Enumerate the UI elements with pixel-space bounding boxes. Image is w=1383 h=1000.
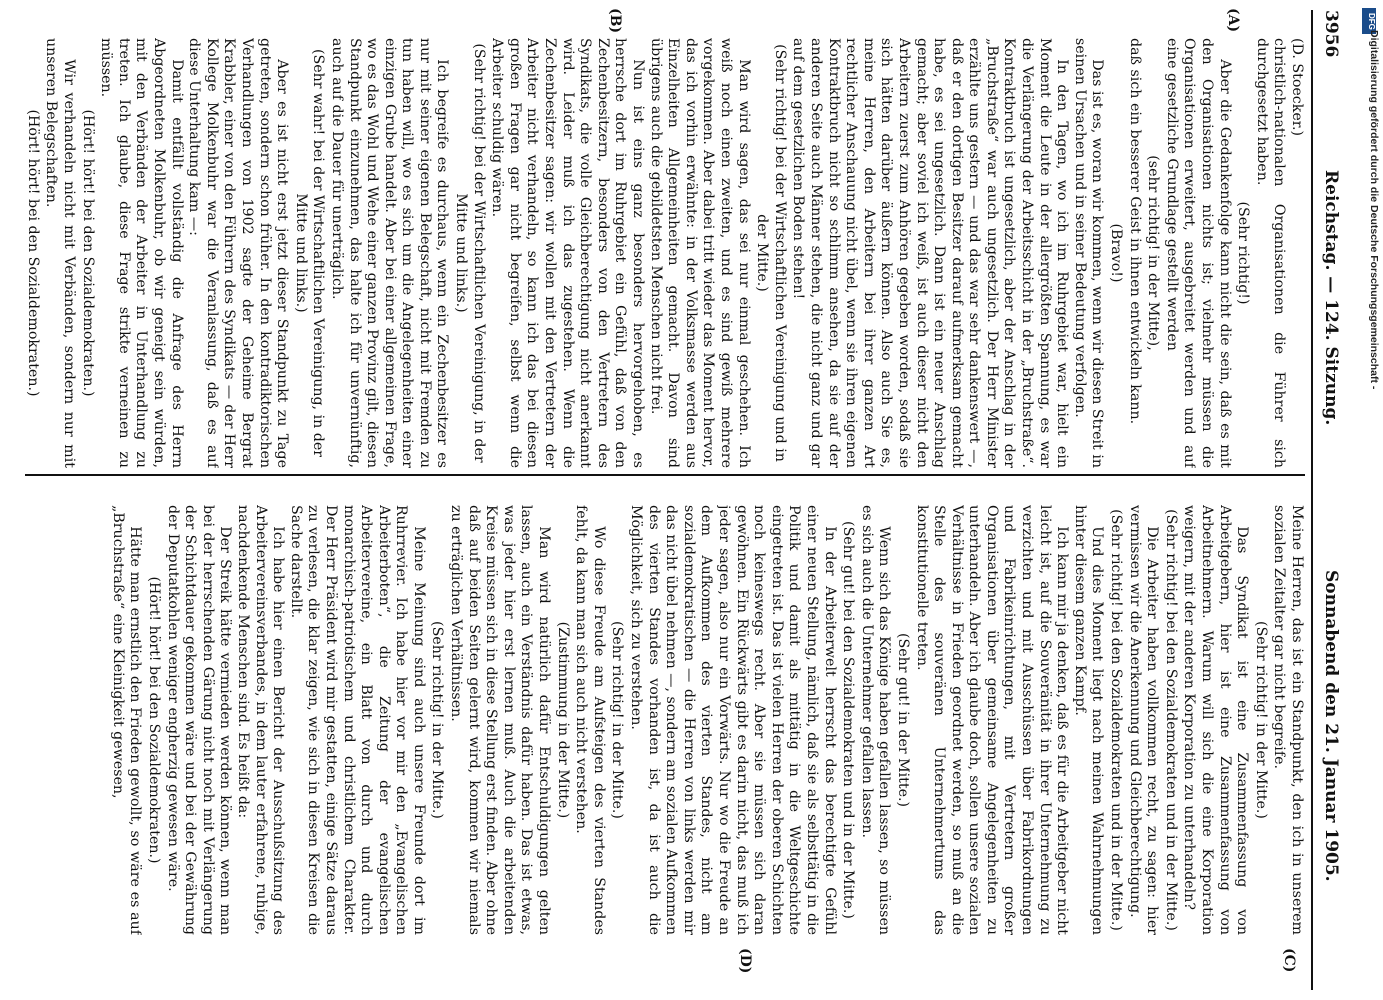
dfg-logo: DFG: [1362, 8, 1376, 34]
margin-marker-a: (A): [1225, 8, 1241, 33]
paragraph: Und dies Moment liegt nach meinen Wahrnehmungen hinter diesem ganzen Kampf.: [1071, 505, 1106, 935]
paragraph: Wir verhandeln nicht mit Verbänden, sondern nur mit unseren Belegschaften.: [43, 38, 78, 468]
paragraph: Nun ist eins ganz besonders hervorgehoben, es herrsche dort im Ruhrgebiet ein Gefühl, daß von den Zechenbesitzern, besonders von den Vertretern des Syndikats, die volle Gleichberechtigung nicht anerkannt wird. Leider muß ich das zugestehen. Wenn die Zechenbesitzer sagen: wir wollen mit den Vertretern der Arbeiter nicht verhandeln, so kann ich das bei diesen großen Fragen gar nicht begreifen, selbst wenn die Arbeiter schuldig wären.: [489, 38, 647, 468]
interjection: (Sehr richtig! in der Mitte.): [429, 621, 446, 819]
paragraph: christlich-nationalen Organisationen die Führer sich durchgesetzt haben.: [1253, 38, 1288, 468]
interjection: (Sehr gut! in der Mitte.): [894, 632, 911, 808]
interjection: (Sehr richtig! bei den Sozialdemokraten und in der Mitte.): [1108, 509, 1125, 931]
session-date: Sonnabend den 21. Januar 1905.: [1321, 570, 1341, 882]
paragraph: Aber die Gedankenfolge kann nicht die sein, daß es mit den Organisationen nichts ist; vielmehr müssen die Organisationen erweitert, ausgebreitet werden und auf eine gesetzliche Grundlage gestellt werden: [1163, 38, 1233, 468]
session-title: Reichstag. — 124. Sitzung.: [1321, 170, 1341, 426]
paragraph: Ich habe hier einen Bericht der Ausschußsitzung des Arbeitervereinsverbandes, in dem lauter erfahrene, ruhige, nachdenkende Menschen sind. Es heißt da:: [234, 505, 287, 935]
column-divider: [25, 474, 1305, 476]
interjection: (Hört! hört! bei den Sozialdemokraten.): [24, 109, 41, 397]
paragraph: Das Syndikat ist eine Zusammenfassung von Arbeitgebern, hier ist eine Zusammenfassung von Arbeitnehmern. Warum will sich die eine Korporation weigern, mit der anderen Korporation zu unterhandeln?: [1181, 505, 1251, 935]
interjection: (Sehr richtig! in der Mitte.): [1252, 621, 1269, 819]
paragraph: Ich begreife es durchaus, wenn ein Zechenbesitzer es nur mit seiner eigenen Belegschaft, nicht mit Fremden zu tun haben will, wo es sich um die Angelegenheiten einer einzigen Grube handelt. Aber bei einer allgemeinen Frage, wo es das Wohl und Wehe einer ganzen Provinz gilt, diesen Standpunkt einzunehmen, das halte ich für unvernünftig, auch auf die Dauer für unerträglich.: [328, 38, 451, 468]
interjection: (Sehr richtig! bei der Wirtschaftlichen Vereinigung, in der Mitte und links.): [453, 43, 487, 463]
page-number: 3956: [1321, 10, 1341, 58]
interjection: (Hört! hört! bei den Sozialdemokraten.): [79, 109, 96, 397]
paragraph: Die Arbeiter haben vollkommen recht, zu sagen: hier vermissen wir die Anerkennung und Gleichberechtigung.: [1126, 505, 1161, 935]
paragraph: Man wird sagen, das sei nur einmal geschehen. Ich weiß noch einen zweiten, und es sind gewiß mehrere vorgekommen. Aber dabei tritt wieder das Moment hervor, das ich vorhin erwähnte: in der Volksmasse werden aus Einzelheiten Allgemeinheiten gemacht. Davon sind übrigens auch die gebildetsten Menschen nicht frei.: [647, 38, 752, 468]
digitization-credit: Digitalisierung gefördert durch die Deutsche Forschungsgemeinschaft -: [1368, 30, 1380, 390]
paragraph: Meine Herren, das ist ein Standpunkt, den ich in unserem sozialen Zeitalter gar nicht begreife.: [1271, 505, 1305, 935]
running-header: [1313, 10, 1347, 990]
header-rule: [1311, 10, 1313, 990]
paragraph: Meine Meinung sind auch unsere Freunde dort im Ruhrrevier. Ich habe hier vor mir den „Evangelischen Arbeiterboten“, die Zeitung der evangelischen Arbeitervereine, ein Blatt von durch und durch monarchisch-patriotischem und christlichem Charakter. Der Herr Präsident wird mir gestatten, einige Sätze daraus zu verlesen, die klar zeigen, wie sich in diesen Kreisen die Sache darstellt.: [287, 505, 427, 935]
margin-marker-d: (D): [737, 948, 753, 974]
interjection: (Sehr gut! bei den Sozialdemokraten und in der Mitte.): [840, 521, 857, 919]
interjection: (Sehr richtig! in der Mitte.): [609, 621, 626, 819]
left-text-column: [15, 38, 1305, 468]
paragraph: (D. Stoecker.): [1289, 38, 1305, 136]
interjection: (Hört! hört! bei den Sozialdemokraten.): [146, 576, 162, 864]
paragraph: Wo diese Freude am Aufsteigen des vierten Standes fehlt, da kann man sich auch nicht verstehen.: [573, 505, 607, 935]
paragraph: Hätte man ernstlich den Frieden gewollt, so wäre es auf „Bruchstraße“ eine Kleinigkeit gewesen,: [109, 505, 144, 935]
paragraph: In den Tagen, wo ich im Ruhrgebiet war, hielt ein Moment die Leute in der allergrößten Spannung, es war die Verlängerung der Arbeitsschicht in der „Bruchstraße“. Kontraktbruch ist ungesetzlich, aber der Anschlag in der „Bruchstraße“ war auch ungesetzlich. Der Herr Minister erzählte uns gestern — und das war sehr dankenswert —, daß er den dortigen Besitzer darauf aufmerksam gemacht habe, es sei ungesetzlich. Dann ist ein neuer Anschlag gemacht; aber soviel ich weiß, ist auch dieser nicht den Arbeitern zuerst zum Anhören gegeben worden, sodaß sie sich hätten darüber äußern können. Also auch Sie es, meine Herren, den Arbeitern bei ihrer ganzen Art rechtlicher Anschauung nicht übel, wenn sie ihren eigenen Kontraktbruch nicht so schlimm ansehen, da sie auf der anderen Seite auch Männer stehen, die nicht ganz und gar auf dem gesetzlichen Boden stehen!: [790, 38, 1071, 468]
paragraph: In der Arbeiterwelt herrscht das berechtigte Gefühl einer neuen Stellung, nämlich, daß sie als selbsttätig in die Politik und damit als mittätig in die Weltgeschichte eingetreten ist. Das ist vielen Herren der oberen Schichten noch keineswegs recht. Aber sie müssen sich daran gewöhnen. Ein Rückwärts gibt es darin nicht, das muß ich jeder sagen, also nur ein Vorwärts. Nur wo die Freude an dem Aufkommen des vierten Standes, nicht am sozialdemokratischen — die Herren von links werden mir das nicht übel nehmen —, sondern am sozialen Aufkommen des vierten Standes vorhanden ist, da ist auch die Möglichkeit, sich zu verstehen.: [628, 505, 838, 935]
paragraph: Ich kann mir ja denken, daß es für die Arbeitgeber nicht leicht ist, auf die Souveränität in ihrer Unternehmung zu verzichten und mit Ausschüssen über Fabrikordnungen und Fabrikeinrichtungen, mit Vertretern großer Organisationen über gemeinsame Angelegenheiten zu unterhandeln. Aber ich glaube doch, sollen unsere sozialen Verhältnisse in Frieden geordnet werden, so muß an die Stelle des souveränen Unternehmertums das konstitutionelle treten.: [913, 505, 1071, 935]
right-text-column: [15, 505, 1305, 935]
paragraph: Das ist es, woran wir kommen, wenn wir diesen Streit in seinen Ursachen und in seiner Bedeutung verfolgen.: [1071, 38, 1106, 468]
paragraph: daß sich ein besserer Geist in ihnen entwickeln kann.: [1126, 38, 1143, 425]
paragraph: Der Streik hätte vermieden werden können, wenn man bei der herrschenden Gärung nicht noch mit Verlängerung der Schichtdauer gekommen wäre und bei der Gewährung der Deputatkohlen weniger engherzig gewesen wäre.: [164, 505, 234, 935]
paragraph: Man wird natürlich dafür Entschuldigungen gelten lassen, auch ein Verständnis dafür haben. Das ist etwas, was jeder hier erst lernen muß. Auch die arbeitenden Kreise müssen sich in diese Stellung erst finden. Aber ohne daß auf beiden Seiten gelernt wird, kommen wir niemals zu erträglichen Verhältnissen.: [448, 505, 553, 935]
paragraph: Aber es ist nicht erst jetzt dieser Standpunkt zu Tage getreten, sondern schon früher. In den kontradiktorischen Verhandlungen von 1902 sagte der Geheime Bergrat Krabbler, einer von den Führern des Syndikats — der Herr Kollege Molkenbuhr war die Veranlassung, daß es auf diese Unterhaltung kam —:: [186, 38, 291, 468]
interjection: (sehr richtig! in der Mitte),: [1145, 155, 1162, 351]
interjection: (Zustimmung in der Mitte.): [554, 621, 571, 819]
interjection: (Bravo!): [1108, 223, 1125, 283]
paragraph: Wenn sich das Könige haben gefallen lassen, so müssen es sich auch die Unternehmer gefallen lassen.: [858, 505, 893, 935]
margin-marker-c: (C): [1281, 948, 1297, 973]
margin-marker-b: (B): [607, 8, 623, 34]
interjection: (Sehr richtig! bei den Sozialdemokraten und in der Mitte.): [1162, 509, 1179, 931]
interjection: (Sehr richtig! bei der Wirtschaftlichen Vereinigung und in der Mitte.): [754, 44, 788, 462]
paragraph: Damit entfällt vollständig die Anfrage des Herrn Abgeordneten Molkenbuhr, ob wir geneigt sein würden, mit den Verbänden der Arbeiter in Unterhandlung zu treten. Ich glaube, diese Frage strikte verneinen zu müssen.: [98, 38, 185, 468]
interjection: (Sehr wahr! bei der Wirtschaftlichen Vereinigung, in der Mitte und links.): [292, 48, 327, 458]
interjection: (Sehr richtig!): [1235, 201, 1252, 305]
